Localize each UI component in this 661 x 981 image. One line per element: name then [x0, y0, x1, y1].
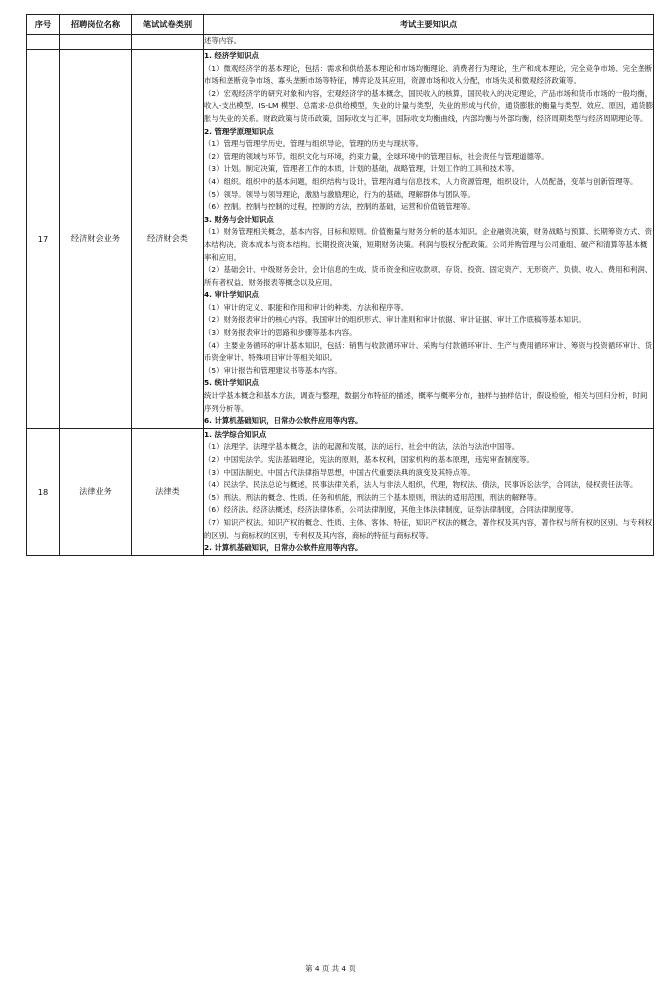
knowledge-point-item: （2）中国宪法学。宪法基础理论，宪法的原则，基本权利，国家机构的基本原理，违宪审查制度等。 — [204, 455, 534, 464]
knowledge-point-item: （1）管理与管理学历史。管理与组织导论，管理的历史与现状等。 — [204, 139, 424, 149]
knowledge-section-heading: 5. 统计学知识点 — [204, 378, 259, 388]
knowledge-section-heading: 3. 财务与会计知识点 — [204, 214, 274, 224]
knowledge-point-item: （6）控制。控制与控制的过程，控制的方法，控制的基础，运营和价值链管理等。 — [204, 202, 475, 212]
knowledge-point-item: （5）领导。领导与领导理论，激励与激励理论，行为的基础，理解群体与团队等。 — [204, 189, 475, 199]
knowledge-points-list — [204, 429, 653, 555]
knowledge-point-item: （5）审计报告和管理建议书等基本内容。 — [204, 365, 342, 375]
header-knowledge-points: 考试主要知识点 — [204, 15, 654, 35]
knowledge-point-item: （2）财务报表审计的核心内容，我国审计的组织形式、审计准则和审计依据、审计证据、审计工作底稿等基本知识。 — [204, 315, 586, 325]
header-exam-category: 笔试试卷类别 — [132, 15, 204, 35]
row-exam-category: 经济财会类 — [132, 50, 204, 429]
knowledge-point-item: 统计学基本概念和基本方法，调查与整理，数据分布特征的描述，概率与概率分布，抽样与抽样估计，假设检验，相关与回归分析，时间序列分析等。 — [204, 391, 648, 413]
row-knowledge-points — [204, 50, 654, 429]
knowledge-point-item: （5）刑法。刑法的概念、性质、任务和机能，刑法的三个基本原则，刑法的适用范围，刑法的解释等。 — [204, 492, 542, 502]
knowledge-point-item: （2）管理的领域与环节。组织文化与环境，约束力量，全球环境中的管理目标，社会责任与管理道德等。 — [204, 151, 549, 161]
knowledge-section-heading: 2. 管理学原理知识点 — [204, 126, 274, 136]
row-serial-number: 18 — [27, 428, 60, 555]
table-row — [27, 50, 654, 429]
header-position-name: 招聘岗位名称 — [60, 15, 132, 35]
knowledge-section-heading: 1. 法学综合知识点 — [204, 429, 267, 439]
knowledge-point-item: （2）宏观经济学的研究对象和内容，宏观经济学的基本概念，国民收入的核算，国民收入的决定理论，产品市场和货币市场的一般均衡，收入-支出模型、IS-LM 模型、总需求-总供给模型，失业的计量与类型，失业的形成与代价，通货膨胀的衡量与类型、效应、原因，通货膨胀与失业的关系。财政政策与货币政策，国际收支与汇率，国际收支均衡曲线，内部均衡与外部均衡，经济周期类型与经济周期理论等。 — [204, 88, 653, 123]
knowledge-point-item: （2）基础会计、中级财务会计，会计信息的生成、货币资金和应收款项、存货、投资、固定资产、无形资产、负债、收入、费用和利润、所有者权益、财务报表等概念以及应用。 — [204, 265, 653, 287]
continuation-text: 述等内容。 — [204, 36, 241, 45]
continuation-row — [27, 35, 654, 50]
knowledge-point-item: （3）中国法制史。中国古代法律指导思想，中国古代重要法典的演变及其特点等。 — [204, 467, 475, 477]
knowledge-point-item: （6）经济法。经济法概述，经济法律体系，公司法律制度，其他主体法律制度，证券法律制度，合同法律制度等。 — [204, 505, 579, 515]
knowledge-point-item: （3）计划。制定决策，管理者工作的本质，计划的基础，战略管理，计划工作的工具和技术等。 — [204, 164, 520, 174]
continuation-empty-cell — [132, 35, 204, 50]
knowledge-point-item: （7）知识产权法。知识产权的概念、性质、主体、客体、特征，知识产权法的概念，著作权及其内容，著作权与所有权的区别、与专利权的区别、与商标权的区别，专利权及其内容，商标的特征与商标权等。 — [204, 517, 653, 540]
knowledge-section-heading: 4. 审计学知识点 — [204, 290, 259, 300]
continuation-empty-cell — [27, 35, 60, 50]
knowledge-point-item: （1）微观经济学的基本理论，包括：需求和供给基本理论和市场均衡理论、消费者行为理论，生产和成本理论，完全竞争市场、完全垄断市场和垄断竞争市场、寡头垄断市场等特征，博弈论及其应用，资源市场和收入分配，市场失灵和微观经济政策等。 — [204, 63, 653, 86]
table-row — [27, 428, 654, 555]
knowledge-point-item: （1）审计的定义、职能和作用和审计的种类、方法和程序等。 — [204, 302, 409, 312]
row-position-name: 经济财会业务 — [60, 50, 132, 429]
knowledge-point-item: （4）组织。组织中的基本问题，组织结构与设计，管理沟通与信息技术，人力资源管理，组织设计，人员配备，变革与创新管理等。 — [204, 176, 638, 186]
knowledge-point-item: （4）民法学。民法总论与概述，民事法律关系，法人与非法人组织，代理，物权法、债法，民事诉讼法学，合同法，侵权责任法等。 — [204, 480, 638, 490]
page-footer: 第 4 页 共 4 页 — [305, 964, 356, 973]
knowledge-section-heading: 6. 计算机基础知识，日常办公软件应用等内容。 — [204, 416, 363, 426]
knowledge-section-heading: 2. 计算机基础知识，日常办公软件应用等内容。 — [204, 543, 363, 553]
knowledge-point-item: （4）主要业务循环的审计基本知识，包括：销售与收款循环审计、采购与付款循环审计、生产与费用循环审计、筹资与投资循环审计、货币资金审计、特殊项目审计等相关知识。 — [204, 340, 653, 363]
row-serial-number: 17 — [27, 50, 60, 429]
knowledge-points-list — [204, 50, 653, 428]
table-header-row — [27, 15, 654, 35]
knowledge-point-item: （1）法理学。法理学基本概念，法的起源和发展，法的运行、社会中的法，法治与法治中国等。 — [204, 442, 520, 452]
continuation-empty-cell — [60, 35, 132, 50]
row-exam-category: 法律类 — [132, 428, 204, 555]
header-serial-number: 序号 — [27, 15, 60, 35]
knowledge-point-item: （3）财务报表审计的思路和步骤等基本内容。 — [204, 328, 357, 338]
continuation-cell — [204, 35, 654, 50]
knowledge-point-item: （1）财务管理相关概念，基本内容，目标和原则。价值衡量与财务分析的基本知识。企业融资决策，财务战略与预算、长期筹资方式、资本结构决。资本成本与资本结构。长期投资决策，短期财务决策。利润与股权分配政策。公司并购管理与公司重组、破产和清算等基本概率和应用。 — [204, 227, 653, 262]
row-position-name: 法律业务 — [60, 428, 132, 555]
knowledge-section-heading: 1. 经济学知识点 — [204, 51, 259, 60]
exam-knowledge-table — [26, 14, 654, 556]
row-knowledge-points — [204, 428, 654, 555]
